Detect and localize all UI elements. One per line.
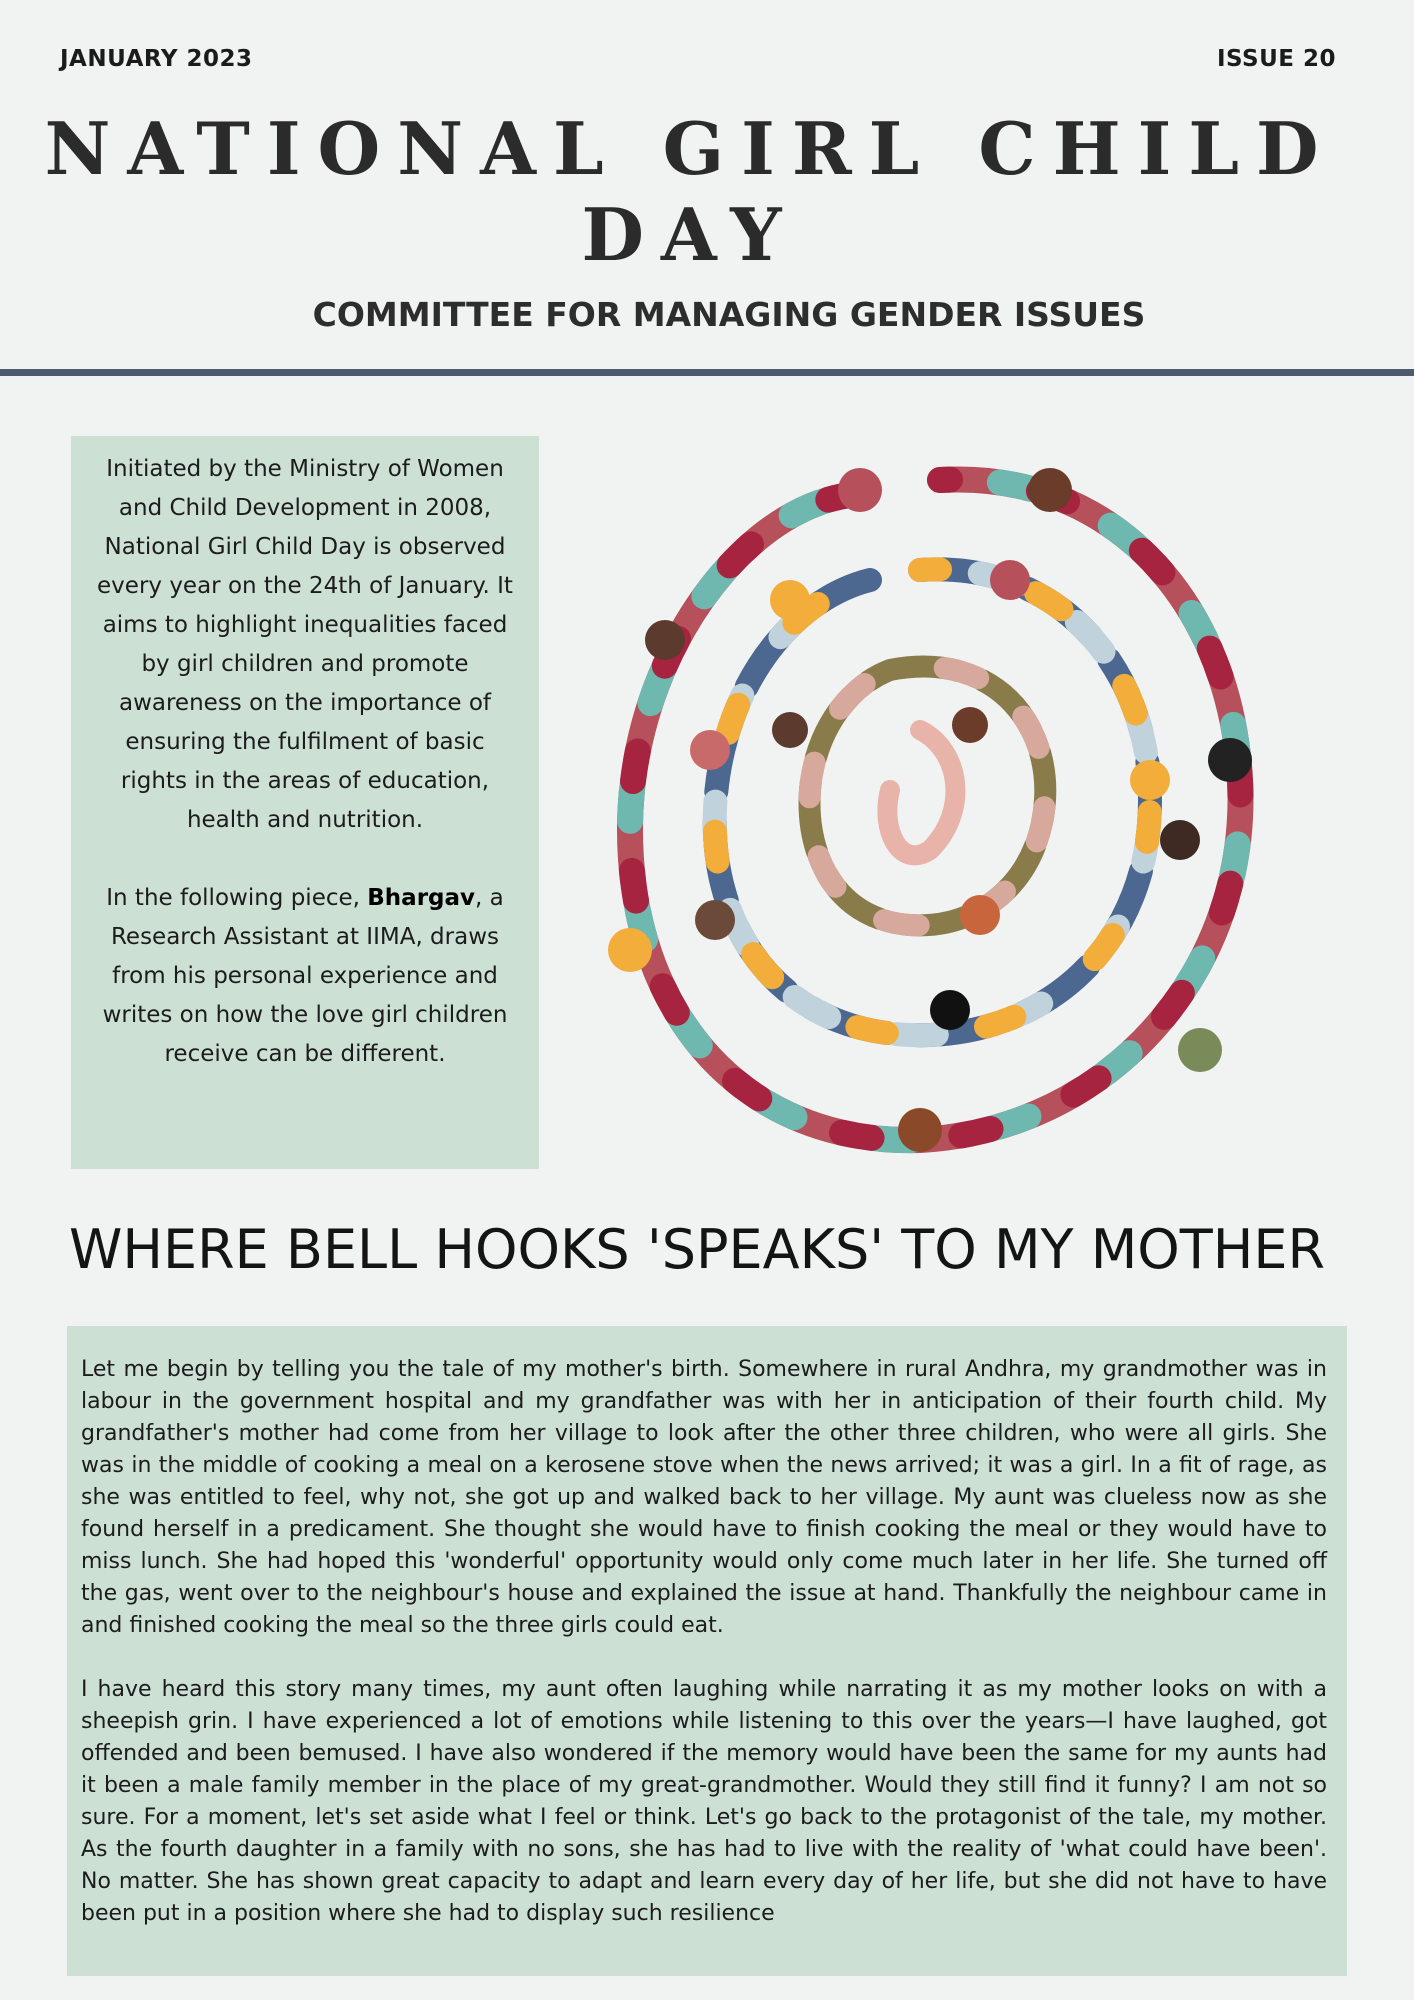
article-title: WHERE BELL HOOKS 'SPEAKS' TO MY MOTHER xyxy=(68,1218,1326,1281)
article-paragraph: I have heard this story many times, my aunt often laughing while narrating it as my mother looks on with a sheepish grin. I have experienced a lot of emotions while listening to this over the years—I have laughed, got offended and been bemused. I have also wondered if the memory would have been the same for my aunts had it been a male family member in the place of my great-grandmother. Would they still find it funny? I am not so sure. For a moment, let's set aside what I feel or think. Let's go back to the protagonist of the tale, my mother. As the fourth daughter in a family with no sons, she has had to live with the reality of 'what could have been'. No matter. She has shown great capacity to adapt and learn every day of her life, but she did not have to have been put in a position where she had to display such resilience xyxy=(81,1677,1327,1926)
intro-paragraph: Initiated by the Ministry of Women and Child Development in 2008, National Girl Child Day is observed every year on the 24th of January. It aims to highlight inequalities faced by girl children and promote awareness on the importance of ensuring the fulfilment of basic rights in the areas of education, health and nutrition. xyxy=(97,456,513,833)
intro-author-paragraph xyxy=(93,879,517,1074)
article-paragraph: Let me begin by telling you the tale of my mother's birth. Somewhere in rural Andhra, my grandmother was in labour in the government hospital and my grandfather was with her in anticipation of their fourth child. My grandfather's mother had come from her village to look after the other three children, who were all girls. She was in the middle of cooking a meal on a kerosene stove when the news arrived; it was a girl. In a fit of rage, as she was entitled to feel, why not, she got up and walked back to her village. My aunt was clueless now as she found herself in a predicament. She thought she would have to finish cooking the meal or they would have to miss lunch. She had hoped this 'wonderful' opportunity would only come much later in her life. She turned off the gas, went over to the neighbour's house and explained the issue at hand. Thankfully the neighbour came in and finished cooking the meal so the three girls could eat. xyxy=(81,1357,1327,1638)
newsletter-date: JANUARY 2023 xyxy=(60,46,253,72)
intro-lead-text: In the following piece, xyxy=(106,885,368,911)
committee-subtitle: COMMITTEE FOR MANAGING GENDER ISSUES xyxy=(312,295,1146,334)
middle-ring xyxy=(715,569,1150,1035)
issue-number: ISSUE 20 xyxy=(1216,46,1336,72)
header-divider xyxy=(0,369,1414,376)
article-box xyxy=(67,1326,1347,1976)
intro-tail-text: , a Research Assistant at IIMA, draws from his personal experience and writes on how the love girl children receive can be different. xyxy=(102,885,508,1067)
intro-box xyxy=(71,436,539,1169)
people-holding-hands-spiral-illustration xyxy=(590,450,1290,1170)
newsletter-title: NATIONAL GIRL CHILD DAY xyxy=(44,106,1336,277)
inner-ring xyxy=(810,667,1046,926)
author-name: Bhargav xyxy=(367,885,476,911)
